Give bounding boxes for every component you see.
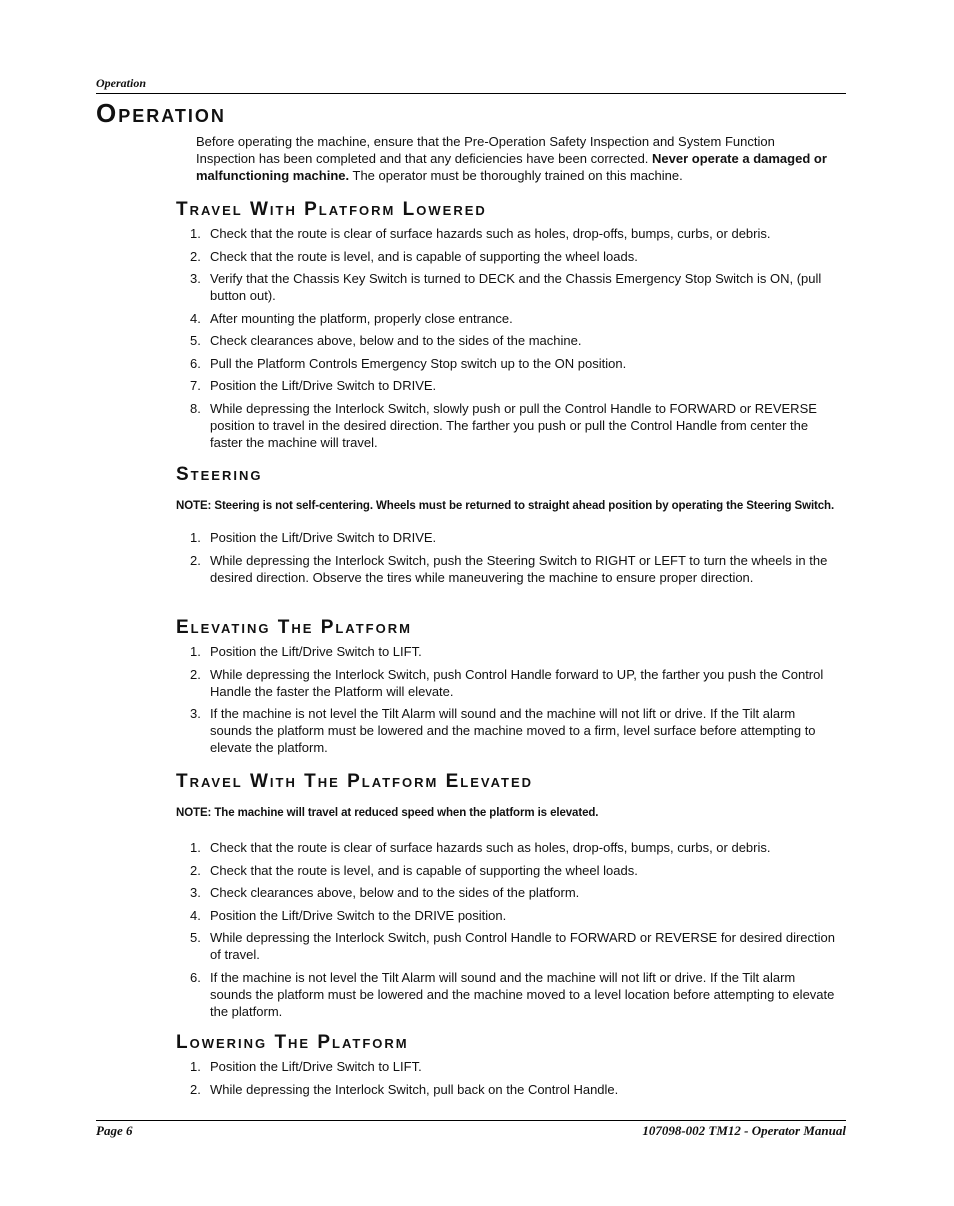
step-number: 3. — [190, 706, 201, 721]
step-text: If the machine is not level the Tilt Alarm will sound and the machine will not lift or drive. If the Tilt alarm sounds the platform must be lowered and the machine moved to a level location before attempting to elevate the platform. — [210, 969, 835, 1019]
step-text: While depressing the Interlock Switch, push the Steering Switch to RIGHT or LEFT to turn the wheels in the desired direction. Observe the tires while maneuvering the machine to ensure proper direction. — [210, 552, 828, 585]
step-text: Check that the route is level, and is capable of supporting the wheel loads. — [210, 248, 638, 264]
step-number: 5. — [190, 930, 201, 945]
step-number: 7. — [190, 378, 201, 393]
step-list — [176, 529, 846, 586]
note-text: NOTE: The machine will travel at reduced speed when the platform is elevated. — [176, 807, 599, 819]
step-number: 1. — [190, 840, 201, 855]
list-item — [176, 862, 840, 879]
step-number: 8. — [190, 400, 201, 416]
step-text: Check clearances above, below and to the sides of the machine. — [210, 333, 582, 348]
step-text: Position the Lift/Drive Switch to LIFT. — [210, 1059, 422, 1074]
list-item — [176, 907, 840, 924]
step-text: Position the Lift/Drive Switch to LIFT. — [210, 644, 422, 659]
step-number: 2. — [190, 666, 201, 682]
step-number: 1. — [190, 1059, 201, 1074]
list-item — [176, 1081, 840, 1098]
step-number: 1. — [190, 530, 201, 545]
section-heading: Steering — [176, 464, 263, 485]
step-list — [176, 839, 846, 1020]
step-text: Pull the Platform Controls Emergency Stop switch up to the ON position. — [210, 355, 627, 371]
step-number: 4. — [190, 907, 201, 923]
list-item — [176, 529, 840, 546]
step-text: While depressing the Interlock Switch, push Control Handle to FORWARD or REVERSE for desired direction of travel. — [210, 930, 835, 962]
step-number: 4. — [190, 310, 201, 326]
section-travel-lowered — [176, 200, 846, 456]
header-rule — [96, 93, 846, 94]
page-number: Page 6 — [96, 1123, 133, 1138]
step-text: Verify that the Chassis Key Switch is turned to DECK and the Chassis Emergency Stop Switch is ON, (pull button out). — [210, 271, 822, 303]
list-item — [176, 929, 840, 963]
step-text: If the machine is not level the Tilt Alarm will sound and the machine will not lift or drive. If the Tilt alarm sounds the platform must be lowered and the machine moved to a firm, level surface before attempting to elevate the platform. — [210, 706, 816, 755]
list-item — [176, 666, 840, 700]
step-text: While depressing the Interlock Switch, slowly push or pull the Control Handle to FORWARD or REVERSE position to travel in the desired direction. The farther you push or pull the Control Handle from center the faster the machine will travel. — [210, 400, 817, 450]
intro-warning: Never operate a damaged or malfunctioning machine. — [196, 151, 827, 183]
step-text: Position the Lift/Drive Switch to the DRIVE position. — [210, 907, 507, 923]
section-steering — [176, 465, 846, 591]
footer-rule — [96, 1120, 846, 1121]
step-text: Check clearances above, below and to the sides of the platform. — [210, 885, 580, 900]
step-text: Position the Lift/Drive Switch to DRIVE. — [210, 378, 437, 393]
intro-text-after: The operator must be thoroughly trained on this machine. — [349, 168, 683, 183]
list-item — [176, 1058, 840, 1075]
step-list — [176, 225, 846, 451]
step-number: 6. — [190, 355, 201, 371]
step-text: Check that the route is level, and is capable of supporting the wheel loads. — [210, 862, 638, 878]
list-item — [176, 310, 840, 327]
section-elevating — [176, 618, 846, 762]
step-list — [176, 1058, 846, 1098]
step-number: 2. — [190, 1081, 201, 1097]
footer — [96, 1123, 846, 1139]
document-id: 107098-002 TM12 - Operator Manual — [642, 1123, 846, 1138]
step-text: While depressing the Interlock Switch, pull back on the Control Handle. — [210, 1081, 619, 1097]
section-heading: Elevating The Platform — [176, 617, 412, 638]
list-item — [176, 400, 840, 451]
step-text: Position the Lift/Drive Switch to DRIVE. — [210, 530, 437, 545]
step-text: After mounting the platform, properly close entrance. — [210, 310, 513, 326]
step-number: 2. — [190, 552, 201, 568]
section-lowering — [176, 1033, 846, 1103]
list-item — [176, 969, 840, 1020]
running-header: Operation — [96, 76, 147, 90]
section-travel-elevated — [176, 772, 846, 1025]
page-title: Operation — [96, 98, 226, 128]
list-item — [176, 839, 840, 856]
step-text: Check that the route is clear of surface hazards such as holes, drop-offs, bumps, curbs, or debris. — [210, 840, 771, 855]
step-number: 6. — [190, 969, 201, 985]
step-text: While depressing the Interlock Switch, push Control Handle forward to UP, the farther you push the Control Handle the faster the Platform will elevate. — [210, 666, 824, 699]
step-number: 2. — [190, 248, 201, 264]
step-number: 2. — [190, 862, 201, 878]
list-item — [176, 884, 840, 901]
list-item — [176, 225, 840, 242]
step-number: 3. — [190, 271, 201, 286]
intro-paragraph — [196, 133, 836, 184]
section-heading: Lowering The Platform — [176, 1032, 409, 1053]
list-item — [176, 270, 840, 304]
list-item — [176, 552, 840, 586]
step-list — [176, 643, 846, 756]
list-item — [176, 248, 840, 265]
section-heading: Travel With Platform Lowered — [176, 199, 487, 220]
list-item — [176, 332, 840, 349]
list-item — [176, 377, 840, 394]
list-item — [176, 643, 840, 660]
step-number: 1. — [190, 226, 201, 241]
step-number: 5. — [190, 333, 201, 348]
intro-text: Before operating the machine, ensure that the Pre-Operation Safety Inspection and System Function Inspection has been completed and that any deficiencies have been corrected. — [196, 134, 775, 166]
step-text: Check that the route is clear of surface hazards such as holes, drop-offs, bumps, curbs, or debris. — [210, 226, 771, 241]
step-number: 1. — [190, 644, 201, 659]
note-text: NOTE: Steering is not self-centering. Wheels must be returned to straight ahead position by operating the Steering Switch. — [176, 500, 835, 512]
section-heading: Travel With The Platform Elevated — [176, 771, 534, 792]
list-item — [176, 355, 840, 372]
list-item — [176, 705, 840, 756]
step-number: 3. — [190, 885, 201, 900]
